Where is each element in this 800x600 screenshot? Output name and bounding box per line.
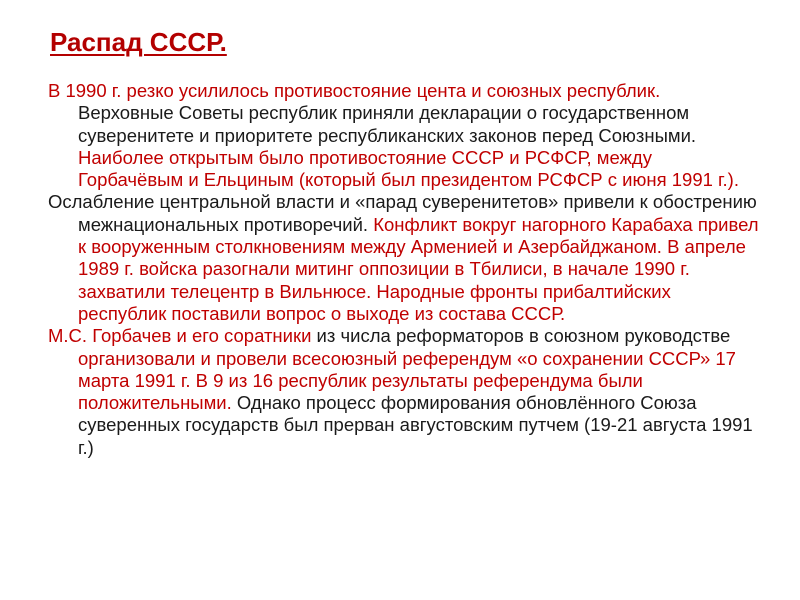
- paragraph-3: [48, 325, 760, 459]
- paragraph-2: [48, 191, 760, 325]
- text-segment: Ослабление центральной власти и «парад суверенитетов» привели к обострению межнациональных противоречий.: [48, 191, 757, 235]
- text-segment: Конфликт вокруг нагорного Карабаха привел к вооруженным столкновениям между Арменией и Азербайджаном. В апреле 1989 г. войска разогнали митинг оппозиции в Тбилиси, в начале 1990 г. захватили телецентр в Вильнюсе. Народные фронты прибалтийских республик поставили вопрос о выходе из состава СССР.: [78, 213, 759, 324]
- slide-body: [48, 80, 760, 459]
- text-segment: М.С. Горбачев и его соратники: [48, 325, 312, 347]
- text-segment: Верховные Советы республик приняли декларации о государственном суверенитете и приоритете республиканских законов перед Союзными.: [78, 102, 697, 146]
- text-segment: В 1990 г. резко усилилось противостояние цента и союзных республик.: [48, 80, 661, 101]
- text-segment: организовали и провели всесоюзный референдум «о сохранении СССР» 17 марта 1991 г. В 9 из 16 республик результаты референдума были положительными.: [78, 347, 736, 414]
- text-segment: Наиболее открытым было противостояние СССР и РСФСР, между Горбачёвым и Ельциным (который был президентом РСФСР с июня 1991 г.).: [78, 146, 739, 191]
- paragraph-1: [48, 80, 760, 191]
- text-segment: Однако процесс формирования обновлённого Союза суверенных государств был прерван августовским путчем (19-21 августа 1991 г.): [78, 392, 753, 458]
- slide-title: Распад СССР.: [50, 27, 227, 57]
- text-segment: из числа реформаторов в союзном руководстве: [311, 325, 731, 347]
